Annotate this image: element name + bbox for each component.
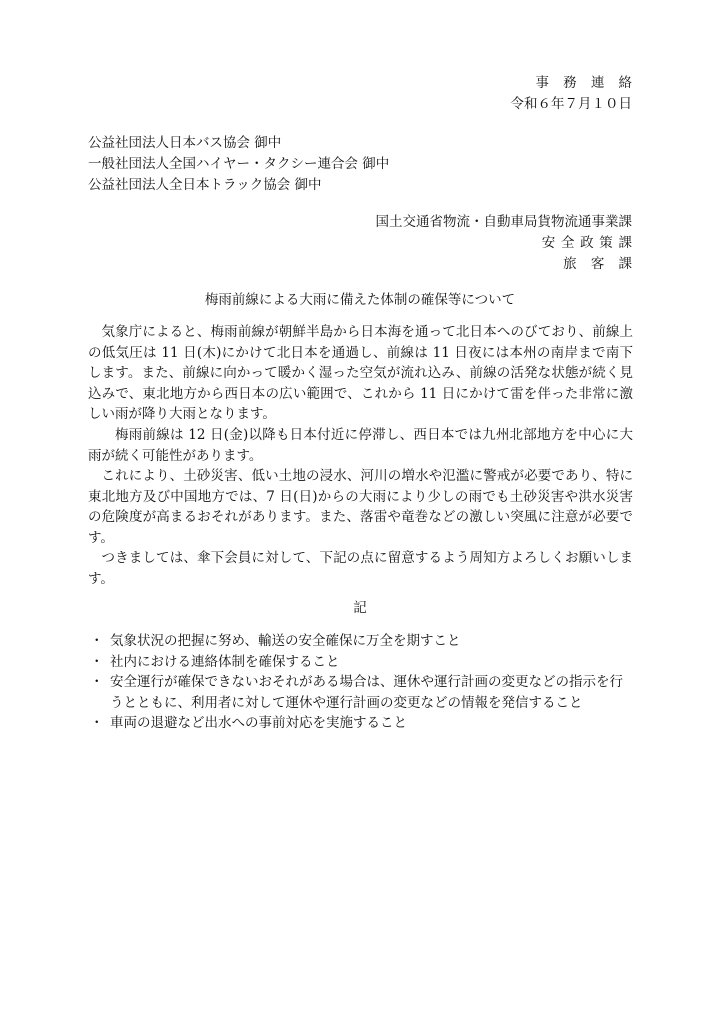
document-title: 梅雨前線による大雨に備えた体制の確保等について (204, 292, 516, 308)
bullet-marker: ・ (90, 715, 104, 731)
addressee-bus-association: 公益社団法人日本バス協会 御中 (88, 135, 282, 151)
list-item (88, 652, 636, 673)
body-paragraph-warning: これにより、土砂災害、低い土地の浸水、河川の増水や氾濫に警戒が必要であり、特に東北地方及び中国地方では、7 日(日)からの大雨により少しの雨でも土砂災害や洪水災害の危険度が高まるおそれがあります。また、落雷や竜巻などの激しい突風に注意が必要です。 (88, 468, 633, 546)
body-paragraph-weather: 気象庁によると、梅雨前線が朝鮮半島から日本海を通って北日本へのびており、前線上の低気圧は 11 日(木)にかけて北日本を通過し、前線は 11 日夜には本州の南岸まで南下します。また、前線に向かって暖かく湿った空気が流れ込み、前線の活発な状態が続く見込みで、東北地方から西日本の広い範囲で、これから 11 日にかけて雷を伴った非常に激しい雨が降り大雨となります。 (88, 324, 633, 422)
list-item-text: 車両の退避など出水への事前対応を実施すること (110, 715, 407, 731)
list-item-text: 社内における連絡体制を確保すること (110, 653, 340, 670)
sender-freight-division: 国土交通省物流・自動車局貨物流通事業課 (375, 214, 632, 230)
document-date: 令和６年７月１０日 (510, 96, 632, 112)
addressee-truck-association: 公益社団法人全日本トラック協会 御中 (88, 177, 322, 193)
sender-passenger-division: 旅客課 (563, 256, 647, 272)
sender-safety-policy-division: 安全政策課 (541, 235, 638, 251)
notice-items-list (88, 631, 636, 734)
bullet-marker: ・ (90, 633, 104, 649)
ki-heading: 記 (353, 600, 367, 616)
bullet-marker: ・ (90, 653, 104, 670)
list-item-text: 気象状況の把握に努め、輸送の安全確保に万全を期すこと (110, 633, 461, 649)
list-item (88, 713, 636, 734)
list-item (88, 631, 636, 652)
addressee-taxi-federation: 一般社団法人全国ハイヤー・タクシー連合会 御中 (88, 156, 390, 172)
list-item-text: 安全運行が確保できないおそれがある場合は、運休や運行計画の変更などの指示を行うとともに、利用者に対して運休や運行計画の変更などの情報を発信すること (110, 674, 623, 711)
document-type: 事務連絡 (535, 75, 647, 91)
body-paragraph-request: つきましては、傘下会員に対して、下記の点に留意するよう周知方よろしくお願いします。 (88, 550, 633, 587)
body-paragraph-stationary-front: 梅雨前線は 12 日(金)以降も日本付近に停滞し、西日本では九州北部地方を中心に大雨が続く可能性があります。 (88, 427, 633, 464)
list-item (88, 672, 636, 713)
bullet-marker: ・ (90, 674, 104, 690)
